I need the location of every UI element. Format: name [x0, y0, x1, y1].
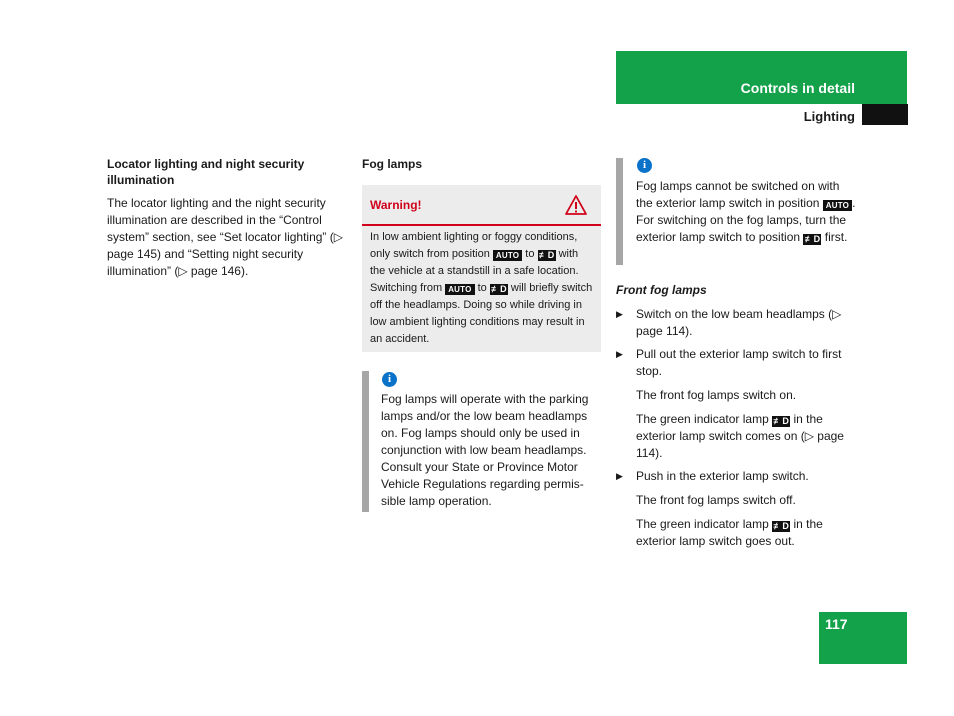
info-bar-marker [362, 371, 369, 512]
fog-lamps-heading: Fog lamps [362, 157, 423, 171]
bullet-arrow-icon: ▶ [616, 471, 623, 481]
auto-symbol: AUTO [493, 250, 522, 261]
warning-text-part: to [525, 248, 535, 260]
step-item [616, 468, 856, 485]
warning-box [362, 185, 601, 352]
info-icon: i [637, 158, 652, 173]
bullet-arrow-icon: ▶ [616, 309, 623, 319]
fog-switch-info [636, 178, 856, 246]
step-result [636, 516, 856, 550]
step-item [616, 346, 856, 380]
low-beam-symbol: ≢D [490, 284, 507, 294]
step-result: The front fog lamps switch off. [636, 493, 796, 507]
step-item [616, 306, 856, 340]
section-title: Controls in detail [740, 80, 855, 96]
info-text-part: Fog lamps cannot be switched on with the exterior lamp switch in position [636, 179, 840, 210]
locator-body: The locator lighting and the night security illumination are described in the “Control system” section, see “Set locator lighting” (▷ page 145) and “Setting night security illumination” (▷ page 146). [107, 196, 343, 278]
warning-text-part: with the vehicle at a standstill in a safe location. Switching from [370, 248, 579, 294]
warning-text-part: to [477, 282, 487, 294]
locator-heading: Locator lighting and night security illumination [107, 157, 305, 187]
step-text: Push in the exterior lamp switch. [636, 469, 809, 483]
result-text-part: in the exterior lamp switch comes on (▷ page 114). [636, 412, 844, 460]
warning-triangle-icon [564, 194, 588, 216]
result-text-part: in the exterior lamp switch goes out. [636, 517, 823, 548]
bullet-arrow-icon: ▶ [616, 349, 623, 359]
front-fog-lamps-subheading: Front fog lamps [616, 283, 707, 297]
info-icon: i [382, 372, 397, 387]
info-text-part: . For switching on the fog lamps, turn the exterior lamp switch to position [636, 196, 856, 244]
fog-lamp-symbol: ≢D [773, 416, 790, 426]
step-text: Pull out the exterior lamp switch to first stop. [636, 347, 842, 378]
info-bar-marker [616, 158, 623, 265]
step-text: Switch on the low beam headlamps (▷ page 114). [636, 307, 842, 338]
warning-divider [362, 224, 601, 226]
subsection-title: Lighting [803, 109, 855, 124]
result-text-part: The green indicator lamp [636, 412, 769, 426]
fog-info-text: Fog lamps will operate with the parking lamps and/or the low beam headlamps on. Fog lamps should only be used in conjunction with low beam headlamps. Consult your State or Province Motor Vehicle Regulations regarding permis-sible lamp operation. [381, 392, 589, 508]
warning-text-part: will briefly switch off the headlamps. Doing so while driving in low ambient lighting conditions may result in an accident. [370, 282, 593, 345]
warning-text [370, 229, 596, 348]
low-beam-symbol: ≢D [804, 234, 821, 244]
warning-title: Warning! [370, 198, 422, 212]
low-beam-symbol: ≢D [538, 250, 555, 260]
page-number: 117 [825, 616, 848, 632]
step-result: The front fog lamps switch on. [636, 388, 797, 402]
section-tab-marker [862, 104, 908, 125]
auto-symbol: AUTO [823, 200, 852, 211]
warning-text-part: In low ambient lighting or foggy conditions, only switch from position [370, 231, 578, 260]
step-result [636, 411, 856, 462]
auto-symbol: AUTO [445, 284, 474, 295]
fog-lamp-symbol: ≢D [773, 521, 790, 531]
info-text-part: first. [821, 230, 848, 244]
result-text-part: The green indicator lamp [636, 517, 769, 531]
